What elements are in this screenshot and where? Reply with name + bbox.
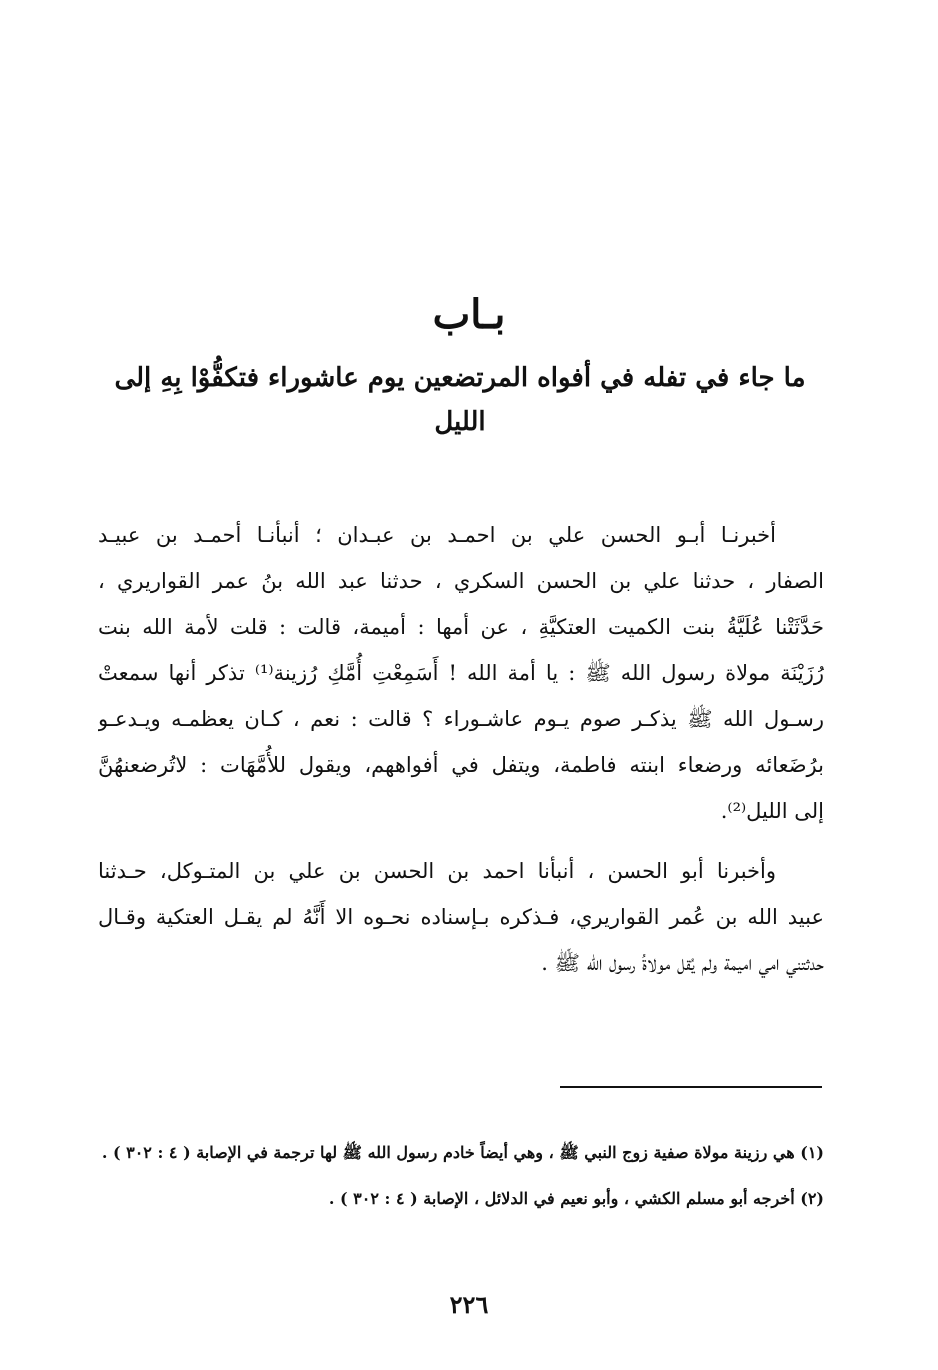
paragraph-1 xyxy=(98,512,824,834)
text-line: وأخبرنا أبو الحسن ، أنبأنا احمد بن الحسن بن علي بن المتـوكل، حـدثنا xyxy=(98,859,776,883)
footnote-1: (١) هي رزينة مولاة صفية زوج النبي ﷺ ، وهي أيضاً خادم رسول الله ﷺ لها ترجمة في الإصابة ( ٤ : ٣٠٢ ) . xyxy=(101,1143,824,1162)
text-line: حَدَّثَتْنا عُلَيَّةُ بنت الكميت العتكيَّةِ ، عن أمها : أميمة، قالت : قلت لأمة الله بنت xyxy=(98,615,824,639)
paragraph-2 xyxy=(98,848,824,986)
text-line: برُضَعائه ورضعاء ابنته فاطمة، ويتفل في أفواههم، ويقول للأُمَّهَات : لاتُرضعنهُنَّ xyxy=(98,753,824,777)
text-line: حدثتني امي اميمة ولم يُقل مولاةُ رسول الله ﷺ . xyxy=(541,951,824,975)
page-number: ٢٢٦ xyxy=(449,1290,489,1319)
text-line: عبيد الله بن عُمر القواريري، فـذكره بـإسناده نحـوه الا أَنَّهُ لم يقـل العتكية وقـال xyxy=(98,905,824,929)
chapter-title: ما جاء في تفله في أفواه المرتضعين يوم عاشوراء فتكفُّوْا بِهِ إلى الليل xyxy=(114,363,806,437)
text-line: إلى الليل⁽²⁾. xyxy=(720,799,824,823)
footnotes xyxy=(98,1138,824,1214)
chapter-label: بـاب xyxy=(432,291,506,338)
text-line: رُزَيْنَة مولاة رسول الله ﷺ : يا أمة الله ! أَسَمِعْتِ أُمَّكِ رُزينة⁽¹⁾ تذكر أنها سمعتْ xyxy=(98,661,824,685)
text-line: الصفار ، حدثنا علي بن الحسن السكري ، حدثنا عبد الله بنُ عمر القواريري ، xyxy=(98,569,824,593)
footnote-2: (٢) أخرجه أبو مسلم الكشي ، وأبو نعيم في الدلائل ، الإصابة ( ٤ : ٣٠٢ ) . xyxy=(328,1189,824,1208)
footnote-divider xyxy=(560,1086,822,1088)
text-line: رسـول الله ﷺ يذكـر صوم يـوم عاشـوراء ؟ قالت : نعم ، كـان يعظمـه ويـدعـو xyxy=(98,707,824,731)
text-line: أخبرنـا أبـو الحسن علي بن احمـد بن عبـدان ؛ أنبأنـا أحمـد بن عبيـد xyxy=(98,523,776,547)
